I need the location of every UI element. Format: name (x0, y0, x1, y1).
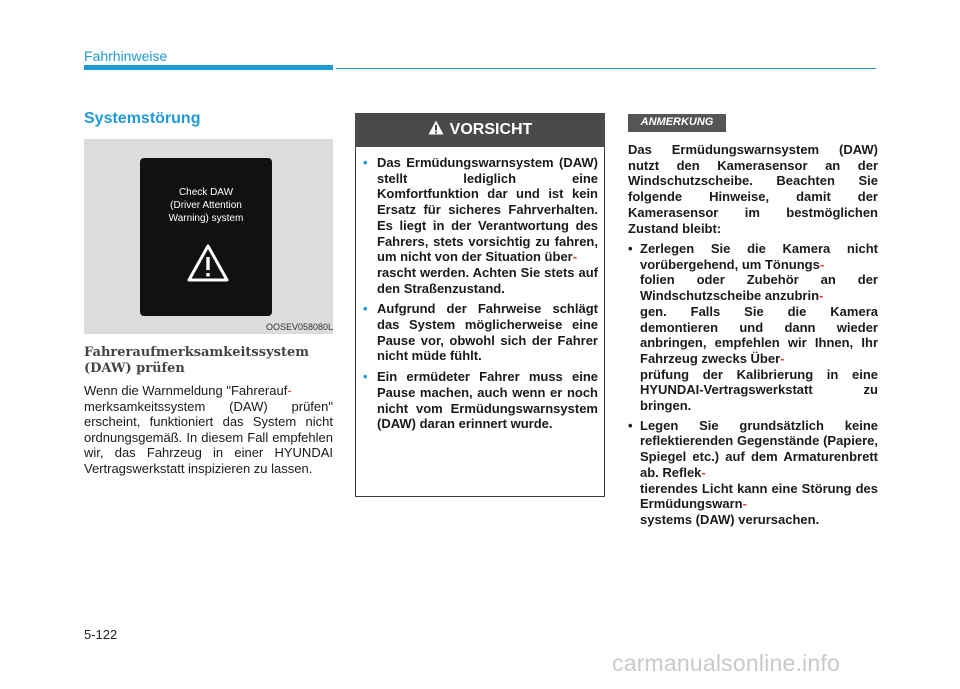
running-header: Fahrhinweise (84, 48, 168, 64)
hyphen-mark: - (819, 288, 824, 304)
list-item-text: Zerlegen Sie die Kamera nicht vorübergehend, um Tönungs (640, 241, 878, 272)
subheading: Fahreraufmerksamkeitssystem (DAW) prüfen (84, 345, 309, 376)
header-rule-thin (336, 68, 876, 69)
hyphen-mark: - (819, 256, 825, 272)
note-intro: Das Ermüdungswarnsystem (DAW) nutzt den Kamerasensor an der Windschutzscheibe. Beachten Sie folgende Hinweise, damit der Kamerasensor im bestmöglichen Zustand bleibt: (628, 142, 878, 236)
list-item-text: gen. Falls Sie die Kamera demontieren und dann wieder anbringen, empfehlen wir Ihnen, Ihr Fahrzeug zwecks Über (640, 303, 878, 366)
list-item-text: Ein ermüdeter Fahrer muss eine Pause machen, auch wenn er noch nicht vom Ermüdungswarnsystem (DAW) daran erinnert wurde. (377, 369, 598, 432)
caution-title-text: VORSICHT (449, 121, 533, 138)
bullet: • (363, 155, 368, 170)
note-list (628, 241, 878, 532)
caution-list (362, 155, 598, 437)
section-title: Systemstörung (84, 110, 201, 127)
list-item (362, 155, 598, 296)
warning-triangle-icon (186, 243, 230, 283)
list-item-text: tierendes Licht kann eine Störung des Ermüdungswarn (640, 480, 878, 512)
hyphen-mark: - (572, 249, 578, 265)
body-text-part: merksamkeitssystem (DAW) prüfen" erscheint, funktioniert das System nicht ordnungsgemäß. In diesem Fall empfehlen wir, das Fahrzeug in einer HYUNDAI Vertragswerkstatt inspizieren zu lassen. (84, 398, 333, 476)
bullet: • (363, 301, 368, 317)
list-item-text: prüfung der Kalibrierung in eine HYUNDAI-Vertragswerkstatt zu bringen. (640, 366, 878, 414)
list-item (362, 369, 598, 432)
watermark: carmanualsonline.info (612, 650, 840, 676)
list-item-text: systems (DAW) verursachen. (640, 511, 820, 527)
list-item (628, 241, 878, 414)
list-item (628, 418, 878, 528)
note-label: ANMERKUNG (640, 116, 714, 128)
hyphen-mark: - (701, 464, 706, 480)
caution-warning-icon (428, 120, 444, 135)
hyphen-mark: - (742, 496, 747, 512)
cluster-display (140, 158, 272, 316)
hyphen-mark: - (780, 350, 785, 366)
body-paragraph (84, 383, 333, 476)
bullet: • (628, 417, 633, 433)
list-item-text: Das Ermüdungswarnsystem (DAW) stellt lediglich eine Komfortfunktion dar und ist kein Ersatz für sicheres Fahrverhalten. Es liegt in der Verantwortung des Fahrers, stets vorsichtig zu fahren, um nicht von der Situation über (377, 155, 598, 265)
body-text-part: Wenn die Warnmeldung "Fahrerauf (84, 383, 288, 398)
figure-code: OOSEV058080L (265, 322, 333, 332)
list-item-text: Aufgrund der Fahrweise schlägt das System möglicherweise eine Pause vor, obwohl sich der Fahrer nicht müde fühlt. (377, 301, 598, 364)
list-item (362, 301, 598, 364)
hyphen-mark: - (287, 383, 292, 398)
header-rule-thick (84, 65, 333, 70)
display-message: Check DAW (Driver Attention Warning) system (168, 187, 244, 224)
bullet: • (363, 369, 368, 385)
caution-title (355, 120, 605, 139)
page-number: 5-122 (84, 627, 118, 642)
list-item-text: folien oder Zubehör an der Windschutzscheibe anzubrin (640, 272, 878, 304)
list-item-text: Legen Sie grundsätzlich keine reflektierenden Gegenstände (Papiere, Spiegel etc.) auf dem Armaturenbrett ab. Reflek (640, 417, 878, 480)
list-item-text: rascht werden. Achten Sie stets auf den Straßenzustand. (377, 264, 598, 296)
bullet: • (628, 241, 633, 256)
